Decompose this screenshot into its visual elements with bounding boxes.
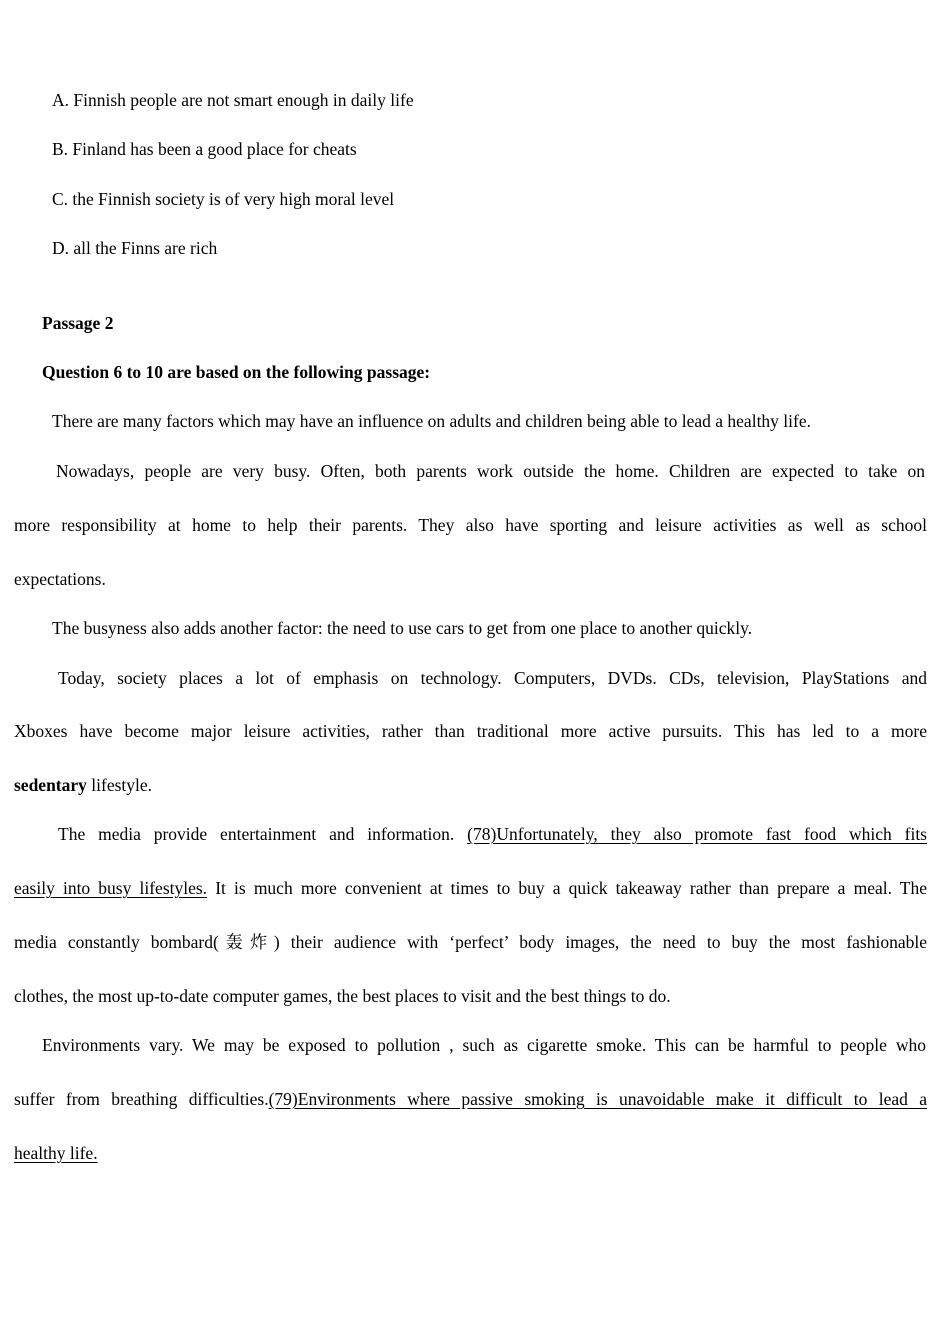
paragraph-6-line-2-plain: suffer from breathing difficulties. xyxy=(14,1089,269,1109)
paragraph-1: There are many factors which may have an influence on adults and children being able to lead a healthy life. xyxy=(52,411,811,431)
option-b: B. Finland has been a good place for cheats xyxy=(52,139,357,159)
paragraph-6-line-3 xyxy=(14,1142,927,1164)
underlined-sentence-79: (79)Environments where passive smoking is unavoidable make it difficult to lead a xyxy=(268,1089,927,1109)
paragraph-5-line-1-plain: The media provide entertainment and information. xyxy=(58,824,468,844)
paragraph-5-line-2 xyxy=(14,877,927,899)
paragraph-6-line-1: Environments vary. We may be exposed to pollution , such as cigarette smoke. This can be harmful to people who xyxy=(42,1035,926,1055)
option-a: A. Finnish people are not smart enough in daily life xyxy=(52,90,414,110)
paragraph-2-line-3: expectations. xyxy=(14,569,106,589)
paragraph-6-line-2 xyxy=(14,1088,927,1110)
paragraph-5-line-4: clothes, the most up-to-date computer games, the best places to visit and the best things to do. xyxy=(14,986,671,1006)
paragraph-3: The busyness also adds another factor: the need to use cars to get from one place to another quickly. xyxy=(52,618,753,638)
paragraph-4-line-3 xyxy=(14,774,927,796)
paragraph-4-line-2: Xboxes have become major leisure activities, rather than traditional more active pursuits. This has led to a more xyxy=(14,721,927,741)
underlined-sentence-78-cont: easily into busy lifestyles. xyxy=(14,878,208,898)
passage-title: Passage 2 xyxy=(42,313,114,333)
paragraph-4-line-3-rest: lifestyle. xyxy=(86,775,153,795)
underlined-sentence-79-cont: healthy life. xyxy=(14,1143,98,1163)
paragraph-4-line-1: Today, society places a lot of emphasis on technology. Computers, DVDs. CDs, television, PlayStations and xyxy=(58,668,927,688)
option-c: C. the Finnish society is of very high moral level xyxy=(52,189,395,209)
underlined-sentence-78: (78)Unfortunately, they also promote fast food which fits xyxy=(467,824,927,844)
option-d: D. all the Finns are rich xyxy=(52,238,218,258)
paragraph-2-line-1: Nowadays, people are very busy. Often, both parents work outside the home. Children are expected to take on xyxy=(56,461,925,481)
question-instruction: Question 6 to 10 are based on the following passage: xyxy=(42,362,431,382)
paragraph-5-line-3: media constantly bombard(轰炸) their audience with ‘perfect’ body images, the need to buy the most fashionable xyxy=(14,932,927,952)
paragraph-5-line-1 xyxy=(58,823,927,845)
paragraph-2-line-2: more responsibility at home to help their parents. They also have sporting and leisure activities as well as school xyxy=(14,515,927,535)
keyword-sedentary: sedentary xyxy=(14,775,87,795)
paragraph-5-line-2-plain: It is much more convenient at times to buy a quick takeaway rather than prepare a meal. The xyxy=(207,878,927,898)
